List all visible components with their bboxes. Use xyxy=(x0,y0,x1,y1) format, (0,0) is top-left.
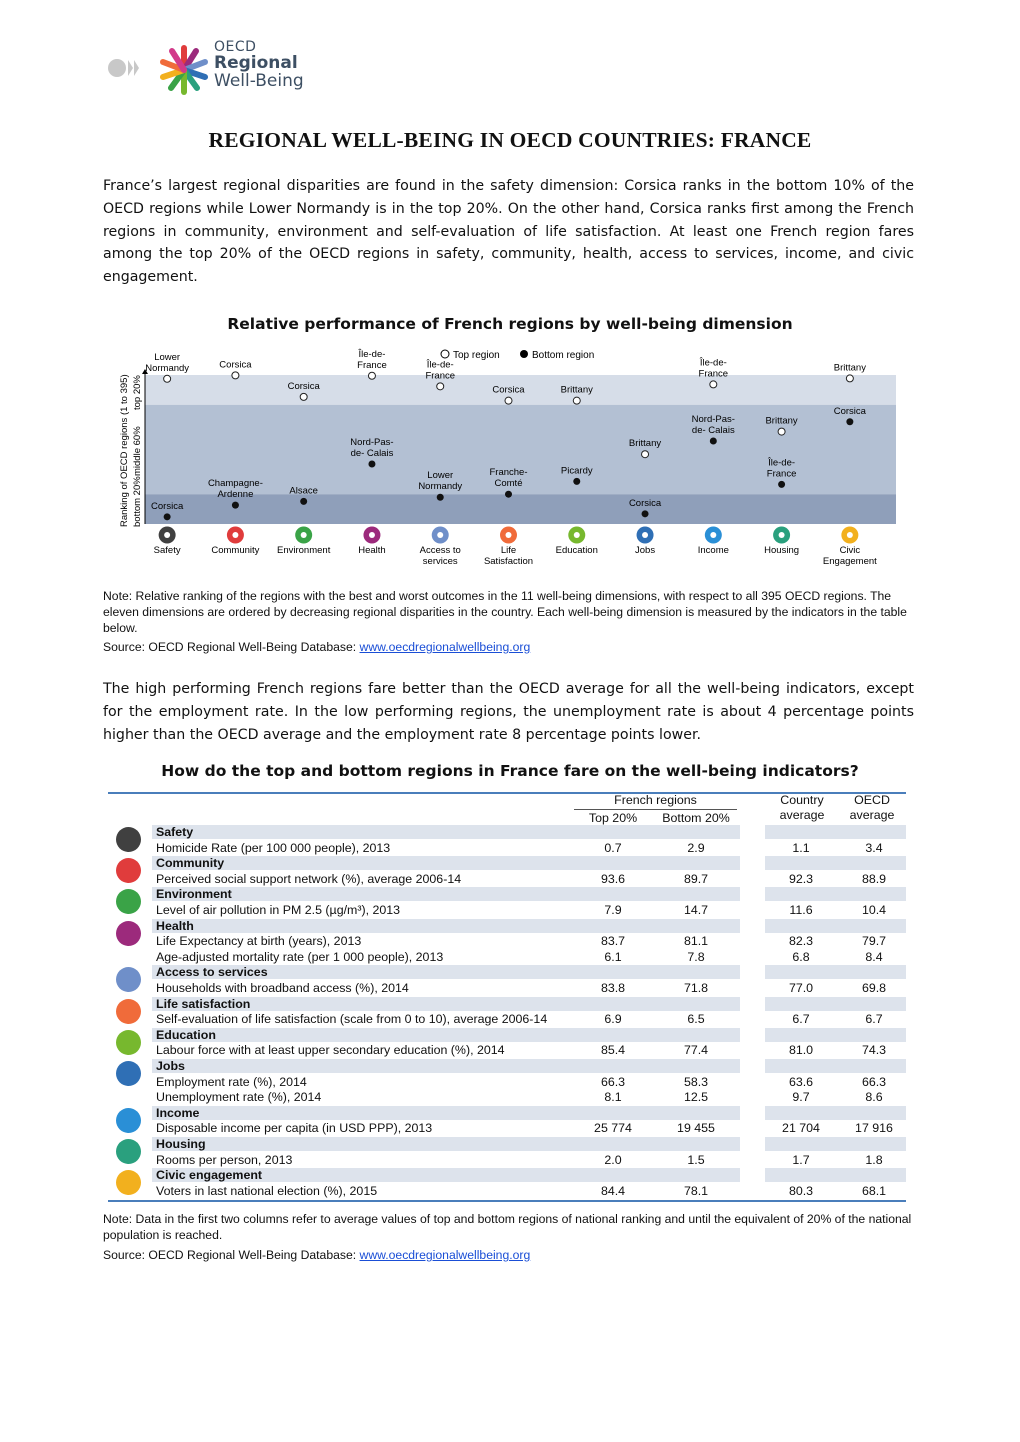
housing-icon-glyph xyxy=(779,532,785,538)
table-section-row xyxy=(108,825,906,841)
label-bottom-environment: Alsace xyxy=(289,485,318,497)
section-band xyxy=(152,825,740,839)
value-country-average: 1.1 xyxy=(792,840,810,855)
table-row xyxy=(108,1153,906,1169)
category-label-health: Health xyxy=(358,545,386,556)
table-row xyxy=(108,841,906,857)
point-top-health xyxy=(368,372,375,379)
value-bottom-20: 77.4 xyxy=(683,1043,709,1058)
label-top-health: Île-de-France xyxy=(357,348,387,371)
value-oecd-average: 1.8 xyxy=(865,1152,883,1167)
label-top-education: Brittany xyxy=(560,384,593,396)
income-icon xyxy=(116,1108,141,1133)
point-bottom-income xyxy=(710,438,717,445)
value-oecd-average: 17 916 xyxy=(855,1121,893,1136)
section-band xyxy=(765,965,906,979)
value-bottom-20: 89.7 xyxy=(683,871,709,886)
label-bottom-life-satisfaction: Franche-Comté xyxy=(489,467,528,490)
section-band xyxy=(765,1168,906,1182)
header-underline xyxy=(574,809,737,810)
value-bottom-20: 19 455 xyxy=(677,1121,715,1136)
point-bottom-environment xyxy=(300,498,307,505)
life-satisfaction-icon-glyph xyxy=(506,532,512,538)
label-bottom-housing: Île-de-France xyxy=(766,457,797,480)
point-top-jobs xyxy=(642,451,649,458)
point-top-access-to-services xyxy=(437,383,444,390)
header-country: Country xyxy=(780,793,824,807)
header-country-average: average xyxy=(779,808,825,822)
header-oecd-average: average xyxy=(849,808,895,822)
jobs-icon xyxy=(116,1061,141,1086)
section-band xyxy=(152,1137,740,1151)
section-band xyxy=(152,919,740,933)
table-row xyxy=(108,950,906,966)
table-row xyxy=(108,1043,906,1059)
value-oecd-average: 6.7 xyxy=(865,1012,883,1027)
life-satisfaction-icon xyxy=(116,999,141,1024)
point-top-civic-engagement xyxy=(846,375,853,382)
value-top-20: 8.1 xyxy=(604,1090,622,1105)
table-section-row xyxy=(108,997,906,1013)
label-top-civic-engagement: Brittany xyxy=(833,362,866,374)
section-band xyxy=(765,1137,906,1151)
section-band xyxy=(152,856,740,870)
regional-wellbeing-flower-icon xyxy=(163,48,205,92)
education-icon-glyph xyxy=(574,532,580,538)
chart-source-label: Source: OECD Regional Well-Being Database: xyxy=(103,640,360,654)
value-country-average: 11.6 xyxy=(789,903,813,917)
environment-icon-glyph xyxy=(301,532,307,538)
table-row xyxy=(108,1090,906,1106)
category-label-housing: Housing xyxy=(764,545,800,556)
value-bottom-20: 1.5 xyxy=(687,1152,705,1167)
indicator-name: Homicide Rate (per 100 000 people), 2013 xyxy=(156,840,391,855)
label-bottom-community: Champagne-Ardenne xyxy=(207,478,263,501)
value-top-20: 7.9 xyxy=(604,903,622,917)
category-label-life-satisfaction: Life Satisfaction xyxy=(483,545,534,567)
category-label-education: Education xyxy=(555,545,598,556)
value-country-average: 92.3 xyxy=(788,871,814,886)
value-bottom-20: 2.9 xyxy=(687,840,705,855)
value-top-20: 84.4 xyxy=(600,1183,626,1198)
table-source xyxy=(103,1248,530,1262)
housing-icon xyxy=(116,1139,141,1164)
point-bottom-life-satisfaction xyxy=(505,491,512,498)
value-top-20: 25 774 xyxy=(594,1121,632,1136)
label-bottom-education: Picardy xyxy=(560,465,593,477)
indicator-name: Life Expectancy at birth (years), 2013 xyxy=(156,934,362,949)
table-section-row xyxy=(108,887,906,903)
indicator-name: Level of air pollution in PM 2.5 (µg/m³), 2013 xyxy=(156,903,401,917)
civic-engagement-icon-glyph xyxy=(847,532,853,538)
value-bottom-20: 7.8 xyxy=(687,949,705,964)
label-bottom-health: Nord-Pas-de- Calais xyxy=(350,437,394,460)
category-label-access-to-services: Access to services xyxy=(419,545,461,567)
category-label-safety: Safety xyxy=(153,545,181,556)
section-name: Life satisfaction xyxy=(156,996,251,1011)
section-band xyxy=(152,887,740,901)
value-bottom-20: 71.8 xyxy=(683,981,709,995)
header-bottom-20: Bottom 20% xyxy=(662,811,730,825)
y-band-bottom-label: bottom 20% xyxy=(132,476,143,527)
logo-line-wellbeing: Well-Being xyxy=(214,70,304,91)
section-band xyxy=(765,1059,906,1073)
education-icon xyxy=(116,1030,141,1055)
section-band xyxy=(152,1028,740,1042)
point-bottom-community xyxy=(232,502,239,509)
community-icon-glyph xyxy=(232,532,238,538)
value-bottom-20: 12.5 xyxy=(683,1090,709,1105)
value-top-20: 0.7 xyxy=(604,840,622,855)
indicator-name: Disposable income per capita (in USD PPP), 2013 xyxy=(156,1121,433,1136)
indicator-name: Self-evaluation of life satisfaction (scale from 0 to 10), average 2006-14 xyxy=(156,1012,548,1027)
section-band xyxy=(765,1106,906,1120)
point-bottom-health xyxy=(368,461,375,468)
label-top-income: Île-de-France xyxy=(698,357,729,380)
label-top-safety: Lower Normandy xyxy=(145,351,190,374)
label-top-access-to-services: Île-de-France xyxy=(425,359,456,382)
table-bottom-rule xyxy=(108,1200,906,1202)
section-name: Community xyxy=(156,856,225,871)
table-title: How do the top and bottom regions in France fare on the well-being indicators? xyxy=(161,762,859,780)
health-icon xyxy=(116,921,141,946)
indicator-name: Employment rate (%), 2014 xyxy=(156,1074,307,1089)
indicator-name: Age-adjusted mortality rate (per 1 000 people), 2013 xyxy=(156,949,444,964)
logo-line-regional: Regional xyxy=(214,52,298,73)
band-bottom-20 xyxy=(145,494,896,524)
legend-bottom-marker xyxy=(520,350,528,358)
value-top-20: 83.7 xyxy=(600,934,626,949)
value-oecd-average: 79.7 xyxy=(861,934,887,949)
section-name: Safety xyxy=(156,825,194,839)
health-icon-glyph xyxy=(369,532,375,538)
table-section-row xyxy=(108,1106,906,1122)
table-row xyxy=(108,934,906,950)
table-section-row xyxy=(108,1137,906,1153)
value-oecd-average: 10.4 xyxy=(861,903,887,917)
point-bottom-education xyxy=(573,478,580,485)
point-bottom-access-to-services xyxy=(437,494,444,501)
label-top-jobs: Brittany xyxy=(628,438,662,450)
table-row xyxy=(108,1121,906,1137)
value-country-average: 63.6 xyxy=(788,1074,814,1089)
section-band xyxy=(765,825,906,839)
table-row xyxy=(108,1075,906,1091)
section-band xyxy=(152,1059,740,1073)
value-top-20: 66.3 xyxy=(600,1074,626,1089)
section-name: Housing xyxy=(156,1137,206,1151)
section-band xyxy=(765,997,906,1011)
section-name: Civic engagement xyxy=(156,1168,263,1183)
chart-note: Note: Relative ranking of the regions with the best and worst outcomes in the 11 well-being dimensions, with respect to all 395 OECD regions. The eleven dimensions are ordered by decreasing regional disparities in the country. Each well-being dimension is measured by the indicators in the table below. xyxy=(103,589,907,635)
dimension-chart xyxy=(100,342,920,567)
value-bottom-20: 58.3 xyxy=(683,1074,709,1089)
section-name: Health xyxy=(156,918,194,933)
indicator-name: Voters in last national election (%), 2015 xyxy=(156,1183,378,1198)
income-icon-glyph xyxy=(710,532,716,538)
value-country-average: 77.0 xyxy=(788,981,814,995)
value-country-average: 81.0 xyxy=(788,1043,814,1058)
value-oecd-average: 69.8 xyxy=(861,981,887,995)
page-title: REGIONAL WELL-BEING IN OECD COUNTRIES: FRANCE xyxy=(208,128,812,152)
value-top-20: 6.1 xyxy=(604,949,622,964)
table-row xyxy=(108,1012,906,1028)
y-band-top-label: top 20% xyxy=(132,375,143,410)
value-country-average: 6.7 xyxy=(792,1012,810,1027)
value-country-average: 9.7 xyxy=(792,1090,810,1105)
section-name: Access to services xyxy=(156,965,268,980)
point-top-income xyxy=(710,381,717,388)
point-top-housing xyxy=(778,428,785,435)
label-top-life-satisfaction: Corsica xyxy=(492,384,525,396)
indicator-name: Unemployment rate (%), 2014 xyxy=(156,1090,322,1105)
point-top-environment xyxy=(300,393,307,400)
point-bottom-jobs xyxy=(642,510,649,517)
jobs-icon-glyph xyxy=(642,532,648,538)
value-top-20: 85.4 xyxy=(600,1043,626,1058)
label-bottom-access-to-services: Lower Normandy xyxy=(418,470,463,493)
y-axis-label: Ranking of OECD regions (1 to 395) xyxy=(119,374,130,527)
value-top-20: 2.0 xyxy=(604,1152,622,1167)
point-bottom-civic-engagement xyxy=(846,418,853,425)
label-bottom-safety: Corsica xyxy=(151,500,184,512)
oecd-globe-icon xyxy=(108,59,139,77)
label-top-environment: Corsica xyxy=(287,380,320,392)
category-label-civic-engagement: Civic Engagement xyxy=(822,545,877,567)
section-band xyxy=(765,1028,906,1042)
value-oecd-average: 3.4 xyxy=(865,840,883,855)
indicator-name: Rooms per person, 2013 xyxy=(156,1152,293,1167)
table-source-link[interactable]: www.oecdregionalwellbeing.org xyxy=(359,1248,531,1262)
indicator-name: Households with broadband access (%), 2014 xyxy=(156,981,409,995)
legend-bottom-label: Bottom region xyxy=(532,350,595,361)
section-name: Environment xyxy=(156,887,232,902)
table-row xyxy=(108,872,906,888)
chart-title: Relative performance of French regions by well-being dimension xyxy=(227,315,793,333)
legend-top-marker xyxy=(441,350,449,358)
value-country-average: 6.8 xyxy=(792,949,810,964)
table-section-row xyxy=(108,1168,906,1184)
value-country-average: 21 704 xyxy=(782,1121,820,1136)
y-band-middle-label: middle 60% xyxy=(132,426,143,476)
value-country-average: 82.3 xyxy=(788,934,814,949)
section-band xyxy=(765,856,906,870)
value-oecd-average: 66.3 xyxy=(861,1074,887,1089)
category-label-jobs: Jobs xyxy=(635,545,656,556)
table-section-row xyxy=(108,1028,906,1044)
table-section-row xyxy=(108,1059,906,1075)
header-top-20: Top 20% xyxy=(588,811,638,825)
chart-source-link[interactable]: www.oecdregionalwellbeing.org xyxy=(359,640,531,654)
legend-top-label: Top region xyxy=(453,350,500,361)
logo-line-oecd: OECD xyxy=(214,39,257,55)
category-label-environment: Environment xyxy=(277,545,331,556)
value-oecd-average: 74.3 xyxy=(861,1043,887,1058)
value-top-20: 83.8 xyxy=(600,981,626,995)
safety-icon-glyph xyxy=(164,532,170,538)
section-band xyxy=(152,1106,740,1120)
value-bottom-20: 6.5 xyxy=(687,1012,705,1027)
table-section-row xyxy=(108,965,906,981)
point-top-life-satisfaction xyxy=(505,397,512,404)
label-bottom-income: Nord-Pas-de- Calais xyxy=(691,414,735,437)
value-bottom-20: 14.7 xyxy=(683,903,709,917)
category-label-community: Community xyxy=(211,545,260,556)
value-top-20: 93.6 xyxy=(600,871,626,886)
category-label-income: Income xyxy=(697,545,729,556)
logo-wordmark xyxy=(214,40,304,90)
section-band xyxy=(765,887,906,901)
value-bottom-20: 78.1 xyxy=(683,1183,709,1198)
label-bottom-civic-engagement: Corsica xyxy=(833,405,866,417)
section-name: Education xyxy=(156,1027,216,1042)
second-paragraph: The high performing French regions fare better than the OECD average for all the well-being indicators, except for the employment rate. In the low performing regions, the unemployment rate is about 4 percentage points higher than the OECD average and the employment rate 8 percentage points lower. xyxy=(103,681,914,743)
value-bottom-20: 81.1 xyxy=(683,934,709,949)
point-bottom-housing xyxy=(778,481,785,488)
value-top-20: 6.9 xyxy=(604,1012,622,1027)
header-french-regions: French regions xyxy=(614,793,697,807)
table-note: Note: Data in the first two columns refer to average values of top and bottom regions of national ranking and until the equivalent of 20% of the national population is reached. xyxy=(103,1212,912,1242)
section-band xyxy=(765,919,906,933)
value-oecd-average: 68.1 xyxy=(861,1183,887,1198)
chart-source xyxy=(103,640,530,654)
value-country-average: 80.3 xyxy=(788,1183,814,1198)
header-oecd: OECD xyxy=(854,793,890,807)
label-top-community: Corsica xyxy=(219,359,252,371)
value-oecd-average: 8.6 xyxy=(865,1090,883,1105)
section-name: Income xyxy=(156,1105,200,1120)
safety-icon xyxy=(116,827,141,852)
intro-paragraph: France’s largest regional disparities are found in the safety dimension: Corsica ranks in the bottom 10% of the OECD regions while Lower Normandy is in the top 20%. On the other hand, Corsica ranks first among the French regions in community, environment and self-evaluation of life satisfaction. At least one French region fares among the top 20% of the OECD regions in safety, community, health, access to services, income, and civic engagement. xyxy=(103,178,914,286)
access-to-services-icon-glyph xyxy=(437,532,443,538)
value-oecd-average: 8.4 xyxy=(865,949,883,964)
point-bottom-safety xyxy=(164,513,171,520)
table-section-row xyxy=(108,919,906,935)
point-top-community xyxy=(232,372,239,379)
table-source-label: Source: OECD Regional Well-Being Database: xyxy=(103,1248,360,1262)
indicator-name: Perceived social support network (%), average 2006-14 xyxy=(156,871,462,886)
value-country-average: 1.7 xyxy=(792,1152,810,1167)
section-name: Jobs xyxy=(156,1059,185,1073)
table-section-row xyxy=(108,856,906,872)
table-row xyxy=(108,903,906,919)
label-bottom-jobs: Corsica xyxy=(628,497,662,509)
point-top-education xyxy=(573,397,580,404)
point-top-safety xyxy=(164,375,171,382)
table-row xyxy=(108,981,906,997)
value-oecd-average: 88.9 xyxy=(861,871,887,886)
indicator-name: Labour force with at least upper secondary education (%), 2014 xyxy=(156,1043,505,1058)
label-top-housing: Brittany xyxy=(765,415,798,427)
table-row xyxy=(108,1184,906,1200)
